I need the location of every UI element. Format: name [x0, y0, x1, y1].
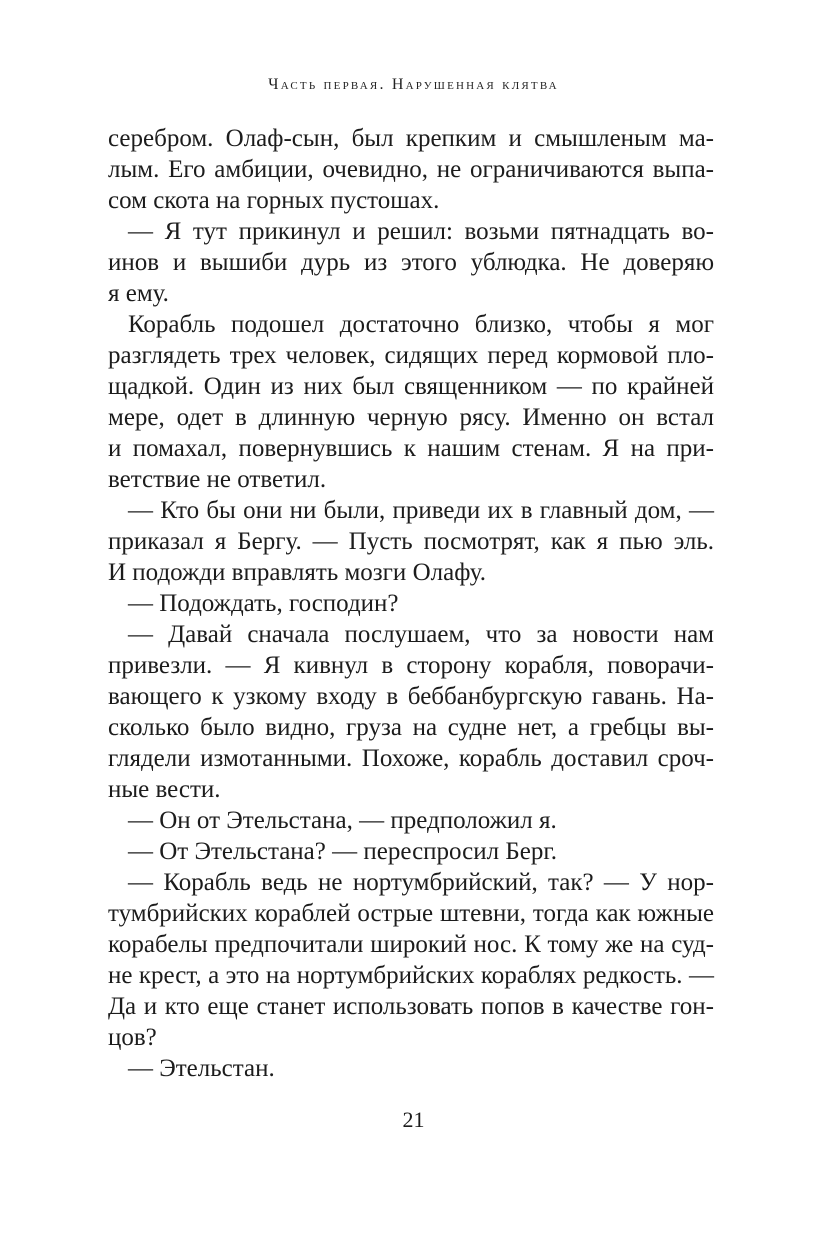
- running-head-title: Часть первая. Нарушенная клятва: [268, 76, 559, 93]
- text-line: И подожди вправлять мозги Олафу.: [108, 559, 487, 586]
- text-line: — Этельстан.: [128, 1055, 275, 1082]
- text-line: инов и вышиби дурь из этого ублюдка. Не доверяю: [108, 249, 714, 276]
- text-line: — Подождать, господин?: [128, 590, 399, 617]
- text-line: не крест, а это на нортумбрийских кораблях редкость. —: [108, 962, 714, 989]
- text-line: глядели измотанными. Похоже, корабль доставил сроч-: [108, 745, 714, 772]
- text-line: разглядеть трех человек, сидящих перед кормовой пло-: [108, 342, 714, 369]
- text-line: ветствие не ответил.: [108, 466, 327, 493]
- text-line: — Давай сначала послушаем, что за новости нам: [128, 621, 714, 648]
- text-line: Да и кто еще станет использовать попов в качестве гон-: [108, 993, 714, 1020]
- text-line: вающего к узкому входу в беббанбургскую гавань. На-: [108, 683, 714, 710]
- text-line: сом скота на горных пустошах.: [108, 187, 440, 214]
- text-line: — Я тут прикинул и решил: возьми пятнадцать во-: [128, 218, 714, 245]
- text-line: приказал я Бергу. — Пусть посмотрят, как я пью эль.: [108, 528, 714, 555]
- text-line: — От Этельстана? — переспросил Берг.: [128, 838, 558, 865]
- page-number: 21: [402, 1107, 425, 1132]
- text-line: ные вести.: [108, 776, 221, 803]
- text-line: привезли. — Я кивнул в сторону корабля, поворачи-: [108, 652, 714, 679]
- text-line: мере, одет в длинную черную рясу. Именно он встал: [108, 404, 714, 431]
- text-line: лым. Его амбиции, очевидно, не ограничиваются выпа-: [108, 156, 714, 183]
- text-line: — Кто бы они ни были, приведи их в главный дом, —: [128, 497, 714, 524]
- text-line: серебром. Олаф-сын, был крепким и смышленым ма-: [108, 125, 714, 152]
- text-line: я ему.: [108, 280, 169, 307]
- text-line: сколько было видно, груза на судне нет, а гребцы вы-: [108, 714, 714, 741]
- body-text: [108, 123, 714, 1084]
- text-line: цов?: [108, 1024, 157, 1051]
- text-line: — Корабль ведь не нортумбрийский, так? — У нор-: [128, 869, 714, 896]
- text-line: щадкой. Один из них был священником — по крайней: [108, 373, 714, 400]
- text-line: и помахал, повернувшись к нашим стенам. Я на при-: [108, 435, 714, 462]
- text-line: — Он от Этельстана, — предположил я.: [128, 807, 557, 834]
- text-line: корабелы предпочитали широкий нос. К тому же на суд-: [108, 931, 714, 958]
- text-line: тумбрийских кораблей острые штевни, тогда как южные: [108, 900, 714, 927]
- text-line: Корабль подошел достаточно близко, чтобы я мог: [128, 311, 714, 338]
